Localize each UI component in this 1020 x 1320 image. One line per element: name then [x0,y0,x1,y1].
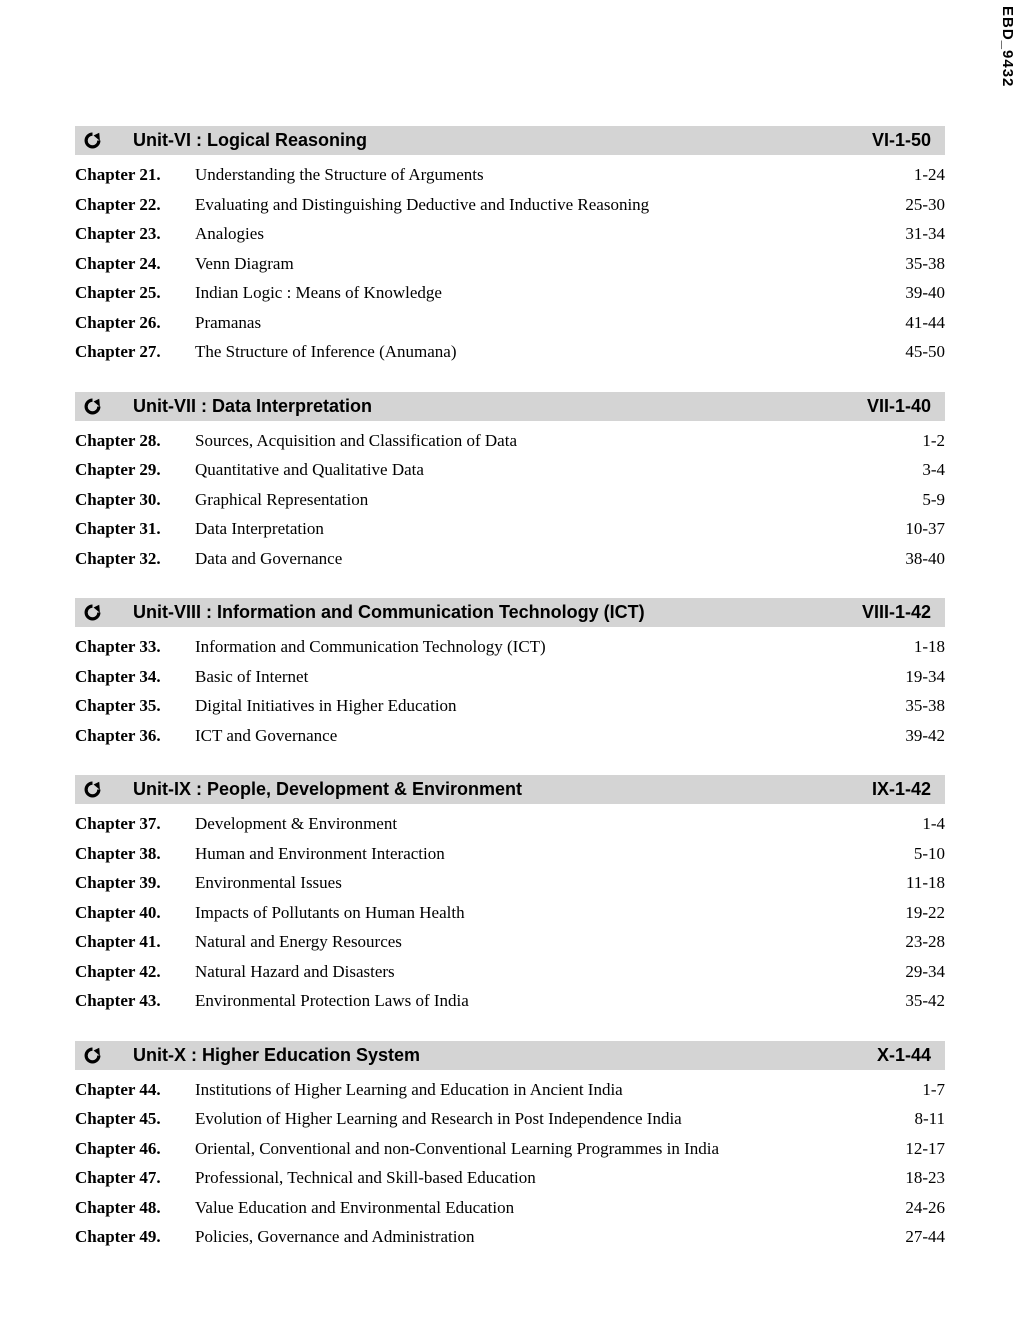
chapter-page-range: 35-38 [905,696,945,715]
unit-page-range: VII-1-40 [866,395,931,416]
chapter-number: Chapter 28. [75,430,161,450]
chapter-page-range: 39-42 [905,725,945,745]
chapter-row [75,190,945,220]
chapter-row [75,898,945,928]
chapter-row [75,160,945,190]
chapter-page-range: 35-42 [905,991,945,1010]
unit-header [75,775,945,804]
circular-arrow-bullet-icon [83,604,101,622]
unit-page-range: VI-1-50 [871,130,931,150]
chapter-number: Chapter 26. [75,312,161,332]
chapter-page-range: 35-38 [905,253,945,273]
chapter-title: Natural and Energy Resources [195,932,402,951]
chapter-page-range: 19-34 [905,666,945,686]
chapter-row [75,691,945,721]
chapter-row [75,1163,945,1193]
chapter-number: Chapter 46. [75,1138,161,1158]
unit-title: Unit-X : Higher Education System [133,1044,421,1065]
chapter-title: Evaluating and Distinguishing Deductive and Inductive Reasoning [195,194,650,214]
circular-arrow-bullet-icon [83,132,101,150]
chapter-number: Chapter 36. [75,725,161,745]
chapter-page-range: 5-10 [913,843,945,863]
chapter-number: Chapter 34. [75,666,161,686]
unit-title: Unit-VII : Data Interpretation [133,395,373,416]
chapter-page-range: 29-34 [905,961,945,981]
chapter-title: Indian Logic : Means of Knowledge [195,283,442,302]
chapter-page-range: 12-17 [905,1138,945,1158]
chapter-number: Chapter 31. [75,519,161,538]
chapter-number: Chapter 44. [75,1079,161,1099]
chapter-number: Chapter 43. [75,991,161,1010]
chapter-page-range: 5-9 [922,489,945,509]
chapter-row [75,337,945,367]
chapter-row [75,1193,945,1223]
chapter-number: Chapter 35. [75,696,161,715]
chapter-title: Venn Diagram [195,253,294,273]
chapter-title: Policies, Governance and Administration [195,1227,475,1246]
unit-section [75,126,945,367]
circular-arrow-bullet-icon [83,397,101,415]
chapter-number: Chapter 37. [75,814,161,833]
chapter-title: Basic of Internet [195,666,309,686]
chapter-title: Pramanas [195,312,262,332]
chapter-list [75,1070,945,1252]
chapter-row [75,1134,945,1164]
chapter-page-range: 1-2 [922,430,945,450]
chapter-number: Chapter 48. [75,1197,161,1217]
chapter-number: Chapter 32. [75,548,161,568]
chapter-title: Quantitative and Qualitative Data [195,460,424,479]
chapter-title: Oriental, Conventional and non-Conventional Learning Programmes in India [195,1138,720,1158]
unit-page-range: IX-1-42 [871,779,931,799]
unit-section [75,775,945,1016]
chapter-title: Impacts of Pollutants on Human Health [195,902,465,922]
chapter-title: Digital Initiatives in Higher Education [195,696,457,715]
chapter-list [75,155,945,367]
chapter-number: Chapter 42. [75,961,161,981]
chapter-page-range: 3-4 [922,460,945,479]
chapter-number: Chapter 25. [75,283,161,302]
toc-content [75,126,945,1277]
circular-arrow-bullet-icon [83,1046,101,1064]
chapter-title: Analogies [195,224,264,243]
unit-header [75,126,945,155]
chapter-row [75,278,945,308]
chapter-page-range: 1-18 [913,637,945,656]
chapter-number: Chapter 39. [75,873,161,892]
unit-title: Unit-VI : Logical Reasoning [133,130,368,150]
unit-title: Unit-VIII : Information and Communication Technology (ICT) [133,602,645,622]
chapter-number: Chapter 29. [75,460,161,479]
chapter-row [75,809,945,839]
chapter-title: The Structure of Inference (Anumana) [195,342,457,361]
chapter-title: Environmental Issues [195,873,342,892]
chapter-page-range: 1-7 [922,1079,945,1099]
chapter-list [75,421,945,574]
chapter-page-range: 31-34 [905,224,945,243]
chapter-row [75,839,945,869]
chapter-row [75,1075,945,1105]
unit-section [75,1041,945,1252]
chapter-title: Sources, Acquisition and Classification of Data [195,430,517,450]
chapter-title: Evolution of Higher Learning and Research in Post Independence India [195,1109,682,1128]
chapter-page-range: 27-44 [905,1227,945,1246]
chapter-title: Natural Hazard and Disasters [195,961,395,981]
chapter-page-range: 8-11 [914,1109,945,1128]
chapter-page-range: 1-24 [913,165,945,184]
chapter-page-range: 11-18 [905,873,945,892]
chapter-title: Human and Environment Interaction [195,843,445,863]
chapter-number: Chapter 33. [75,637,161,656]
chapter-row [75,426,945,456]
chapter-page-range: 1-4 [922,814,945,833]
chapter-title: Development & Environment [195,814,398,833]
chapter-page-range: 41-44 [905,312,945,332]
chapter-page-range: 24-26 [905,1197,945,1217]
circular-arrow-bullet-icon [83,781,101,799]
chapter-page-range: 39-40 [905,283,945,302]
chapter-number: Chapter 21. [75,165,161,184]
chapter-row [75,219,945,249]
chapter-row [75,514,945,544]
chapter-page-range: 19-22 [905,902,945,922]
chapter-page-range: 23-28 [905,932,945,951]
chapter-row [75,308,945,338]
chapter-number: Chapter 47. [75,1168,161,1187]
chapter-page-range: 10-37 [905,519,945,538]
chapter-title: Professional, Technical and Skill-based Education [195,1168,536,1187]
unit-page-range: VIII-1-42 [861,602,931,622]
print-code-label: EBD_9432 [999,6,1016,88]
chapter-title: Data Interpretation [195,519,324,538]
chapter-number: Chapter 41. [75,932,161,951]
chapter-row [75,1222,945,1252]
unit-page-range: X-1-44 [876,1044,931,1065]
chapter-row [75,544,945,574]
chapter-list [75,804,945,1016]
chapter-row [75,957,945,987]
chapter-row [75,662,945,692]
chapter-title: ICT and Governance [195,725,338,745]
chapter-title: Value Education and Environmental Education [195,1197,515,1217]
chapter-page-range: 25-30 [905,194,945,214]
chapter-number: Chapter 27. [75,342,161,361]
chapter-page-range: 38-40 [905,548,945,568]
chapter-list [75,627,945,750]
chapter-row [75,721,945,751]
chapter-number: Chapter 38. [75,843,161,863]
chapter-row [75,249,945,279]
chapter-row [75,485,945,515]
unit-title: Unit-IX : People, Development & Environment [133,779,523,799]
chapter-number: Chapter 23. [75,224,161,243]
chapter-row [75,986,945,1016]
chapter-row [75,927,945,957]
chapter-row [75,632,945,662]
chapter-title: Institutions of Higher Learning and Education in Ancient India [195,1079,623,1099]
chapter-number: Chapter 22. [75,194,161,214]
unit-section [75,392,945,574]
unit-header [75,598,945,627]
chapter-title: Graphical Representation [195,489,369,509]
chapter-row [75,868,945,898]
unit-header [75,1041,945,1070]
chapter-title: Environmental Protection Laws of India [195,991,469,1010]
unit-header [75,392,945,421]
chapter-page-range: 45-50 [905,342,945,361]
chapter-title: Information and Communication Technology (ICT) [195,637,546,656]
chapter-number: Chapter 40. [75,902,161,922]
chapter-number: Chapter 45. [75,1109,161,1128]
chapter-number: Chapter 30. [75,489,161,509]
chapter-number: Chapter 24. [75,253,161,273]
chapter-page-range: 18-23 [905,1168,945,1187]
chapter-row [75,455,945,485]
unit-section [75,598,945,750]
chapter-title: Data and Governance [195,548,343,568]
chapter-title: Understanding the Structure of Arguments [195,165,484,184]
chapter-row [75,1104,945,1134]
chapter-number: Chapter 49. [75,1227,161,1246]
